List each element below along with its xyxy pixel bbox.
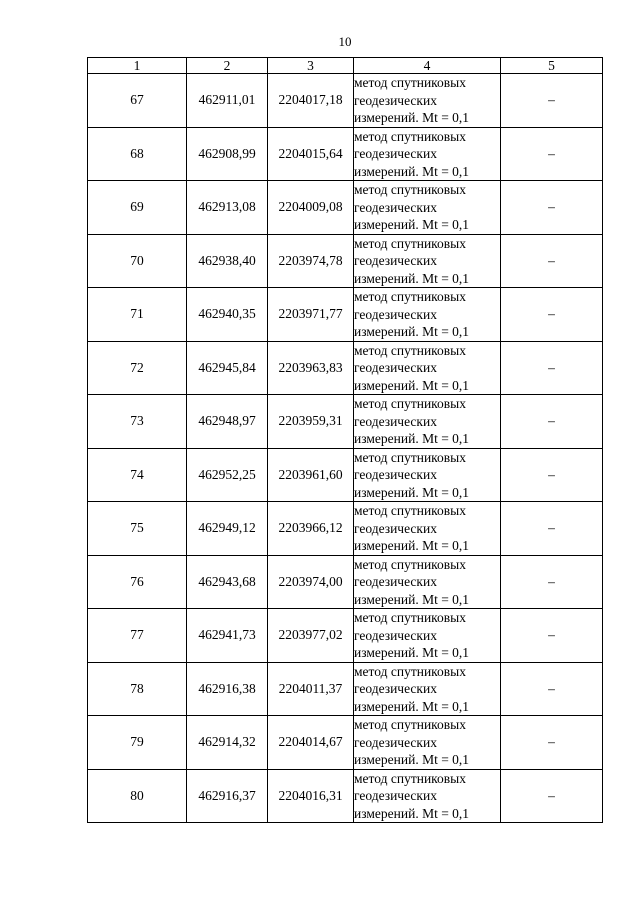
method-line: геодезических (354, 360, 437, 375)
y-coordinate-cell: 2203974,00 (268, 555, 354, 609)
header-col-2: 2 (187, 58, 268, 74)
table-row (88, 448, 603, 502)
x-coordinate-cell: 462945,84 (187, 341, 268, 395)
method-cell (354, 716, 501, 770)
method-line: метод спутниковых (354, 128, 466, 144)
method-line: геодезических (354, 788, 437, 803)
note-cell: – (501, 234, 603, 288)
point-number-cell: 70 (88, 234, 187, 288)
method-line: геодезических (354, 199, 437, 215)
header-col-1: 1 (88, 58, 187, 74)
header-row (88, 58, 603, 74)
point-number-cell: 71 (88, 288, 187, 342)
table-row (88, 609, 603, 663)
method-cell (354, 341, 501, 395)
note-cell: – (501, 555, 603, 609)
method-cell (354, 555, 501, 609)
method-line: метод спутниковых (354, 182, 466, 197)
method-line: измерений. Mt = 0,1 (354, 163, 470, 179)
note-cell: – (501, 181, 603, 235)
x-coordinate-cell: 462911,01 (187, 74, 268, 128)
table-row (88, 662, 603, 716)
note-cell: – (501, 769, 603, 823)
table-body (88, 74, 603, 823)
method-cell (354, 234, 501, 288)
table-row (88, 127, 603, 181)
point-number-cell: 69 (88, 181, 187, 235)
table-row (88, 288, 603, 342)
method-cell (354, 181, 501, 235)
x-coordinate-cell: 462941,73 (187, 609, 268, 663)
y-coordinate-cell: 2203961,60 (268, 448, 354, 502)
method-line: геодезических (354, 253, 437, 268)
table-row (88, 502, 603, 556)
method-line: измерений. Mt = 0,1 (354, 591, 470, 607)
y-coordinate-cell: 2203963,83 (268, 341, 354, 395)
method-line: метод спутниковых (354, 663, 466, 679)
method-cell (354, 448, 501, 502)
page-number: 10 (338, 34, 352, 49)
header-col-5: 5 (501, 58, 603, 74)
y-coordinate-cell: 2203959,31 (268, 395, 354, 449)
table-row (88, 234, 603, 288)
method-line: геодезических (354, 681, 437, 696)
method-cell (354, 609, 501, 663)
table-row (88, 716, 603, 770)
table-header (88, 58, 603, 74)
method-cell (354, 662, 501, 716)
point-number-cell: 80 (88, 769, 187, 823)
table-row (88, 555, 603, 609)
y-coordinate-cell: 2204014,67 (268, 716, 354, 770)
method-line: измерений. Mt = 0,1 (354, 484, 470, 500)
method-line: метод спутниковых (354, 503, 466, 518)
method-line: геодезических (354, 92, 437, 108)
method-line: геодезических (354, 413, 437, 429)
method-line: метод спутниковых (354, 556, 466, 572)
note-cell: – (501, 127, 603, 181)
x-coordinate-cell: 462948,97 (187, 395, 268, 449)
y-coordinate-cell: 2204015,64 (268, 127, 354, 181)
x-coordinate-cell: 462949,12 (187, 502, 268, 556)
y-coordinate-cell: 2203971,77 (268, 288, 354, 342)
point-number-cell: 72 (88, 341, 187, 395)
method-line: метод спутниковых (354, 342, 466, 358)
note-cell: – (501, 662, 603, 716)
table-row (88, 74, 603, 128)
note-cell: – (501, 395, 603, 449)
method-line: метод спутниковых (354, 75, 466, 90)
point-number-cell: 75 (88, 502, 187, 556)
method-line: измерений. Mt = 0,1 (354, 377, 470, 393)
x-coordinate-cell: 462952,25 (187, 448, 268, 502)
method-line: метод спутниковых (354, 610, 466, 625)
note-cell: – (501, 716, 603, 770)
note-cell: – (501, 448, 603, 502)
method-line: метод спутниковых (354, 717, 466, 732)
method-cell (354, 502, 501, 556)
y-coordinate-cell: 2203974,78 (268, 234, 354, 288)
method-line: измерений. Mt = 0,1 (354, 217, 470, 232)
y-coordinate-cell: 2203966,12 (268, 502, 354, 556)
method-line: измерений. Mt = 0,1 (354, 645, 470, 660)
method-line: измерений. Mt = 0,1 (354, 324, 470, 339)
note-cell: – (501, 288, 603, 342)
y-coordinate-cell: 2203977,02 (268, 609, 354, 663)
method-line: измерений. Mt = 0,1 (354, 538, 470, 553)
method-cell (354, 127, 501, 181)
method-line: измерений. Mt = 0,1 (354, 805, 470, 821)
y-coordinate-cell: 2204017,18 (268, 74, 354, 128)
method-cell (354, 288, 501, 342)
method-line: метод спутниковых (354, 289, 466, 304)
note-cell: – (501, 74, 603, 128)
method-line: метод спутниковых (354, 449, 466, 465)
method-line: измерений. Mt = 0,1 (354, 110, 470, 125)
x-coordinate-cell: 462938,40 (187, 234, 268, 288)
method-line: измерений. Mt = 0,1 (354, 270, 470, 286)
note-cell: – (501, 341, 603, 395)
x-coordinate-cell: 462943,68 (187, 555, 268, 609)
point-number-cell: 78 (88, 662, 187, 716)
method-cell (354, 395, 501, 449)
table-row (88, 181, 603, 235)
point-number-cell: 79 (88, 716, 187, 770)
method-line: метод спутниковых (354, 235, 466, 251)
y-coordinate-cell: 2204016,31 (268, 769, 354, 823)
method-line: геодезических (354, 146, 437, 161)
method-line: измерений. Mt = 0,1 (354, 431, 470, 446)
method-line: измерений. Mt = 0,1 (354, 698, 470, 714)
method-line: метод спутниковых (354, 770, 466, 786)
x-coordinate-cell: 462916,37 (187, 769, 268, 823)
note-cell: – (501, 502, 603, 556)
point-number-cell: 67 (88, 74, 187, 128)
coordinates-table (87, 57, 603, 823)
point-number-cell: 73 (88, 395, 187, 449)
note-cell: – (501, 609, 603, 663)
x-coordinate-cell: 462908,99 (187, 127, 268, 181)
x-coordinate-cell: 462914,32 (187, 716, 268, 770)
y-coordinate-cell: 2204011,37 (268, 662, 354, 716)
x-coordinate-cell: 462916,38 (187, 662, 268, 716)
table-row (88, 769, 603, 823)
header-col-3: 3 (268, 58, 354, 74)
method-line: геодезических (354, 306, 437, 322)
y-coordinate-cell: 2204009,08 (268, 181, 354, 235)
method-line: геодезических (354, 574, 437, 589)
method-line: геодезических (354, 520, 437, 536)
x-coordinate-cell: 462913,08 (187, 181, 268, 235)
method-line: геодезических (354, 467, 437, 482)
point-number-cell: 74 (88, 448, 187, 502)
point-number-cell: 68 (88, 127, 187, 181)
method-line: геодезических (354, 627, 437, 643)
table-row (88, 341, 603, 395)
method-cell (354, 769, 501, 823)
method-cell (354, 74, 501, 128)
method-line: метод спутниковых (354, 396, 466, 411)
method-line: измерений. Mt = 0,1 (354, 752, 470, 767)
x-coordinate-cell: 462940,35 (187, 288, 268, 342)
method-line: геодезических (354, 734, 437, 750)
header-col-4: 4 (354, 58, 501, 74)
point-number-cell: 76 (88, 555, 187, 609)
table-row (88, 395, 603, 449)
point-number-cell: 77 (88, 609, 187, 663)
